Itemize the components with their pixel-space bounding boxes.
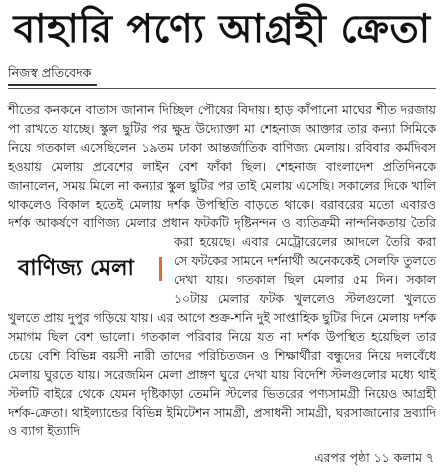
byline-row	[8, 62, 436, 86]
article-text-after-quote: নান্দনিকতায় তৈরি করা হয়েছে। এবার মেট্রোরেলের আদলে তৈরি করা সে ফটকের সামনে দর্শনার্থী অনেককেই সেলফি তুলতে দেখা যায়। গতকাল ছিল মেলার ৫ম দিন। সকাল ১০টায় মেলার ফটক খুললেও স্টলগুলো খুলতে খুলতে প্রায় দুপুর গড়িয়ে যায়। এর আগে শুক্র-শনি দুই সাপ্তাহিক ছুটির দিনে মেলায় দর্শক সমাগম ছিল বেশ ভালো। গতকাল পরিবার নিয়ে যত না দর্শক উপস্থিত হয়েছিল তার চেয়ে বেশি বিভিন্ন বয়সী নারী তাদের পরিচিতজন ও শিক্ষার্থীরা বন্ধুদের নিয়ে দলবেঁধে মেলায় ঘুরতে যায়। সরেজমিন মেলা প্রাঙ্গণ ঘুরে দেখা যায় বিদেশি স্টলগুলোর মধ্যে থাই স্টলটি বাইরে থেকে যেমন দৃষ্টিকাড়া তেমনি স্টলের ভিতরের পণ্যসামগ্রী নিয়েও আগ্রহী দর্শক-ক্রেতা। থাইল্যান্ডের বিভিন্ন ইমিটেশন সামগ্রী, প্রসাধনী সামগ্রী, ঘরসাজানোর দ্রব্যাদি ও ব্যাগ ইত্যাদি	[8, 215, 436, 439]
pull-quote-text: বাণিজ্য মেলা	[18, 255, 134, 281]
article-paragraph	[8, 101, 436, 441]
continuation-note: এরপর পৃষ্ঠা ১১ কলাম ৭	[308, 449, 434, 467]
article-body	[8, 101, 436, 441]
news-clipping	[0, 4, 444, 475]
pull-quote	[8, 237, 164, 301]
headline: বাহারি পণ্যে আগ্রহী ক্রেতা	[13, 7, 431, 52]
byline: নিজস্ব প্রতিবেদক	[8, 63, 97, 86]
article-text-before-quote: শীতের কনকনে বাতাস জানান দিচ্ছিল পৌষের বিদায়। হাড় কাঁপানো মাঘের শীত দরজায় পা রাখতে যাচ্ছে। স্কুল ছুটির পর ক্ষুদ্র উদ্যোক্তা মা শেহনাজ আক্তার তার কন্যা সিমিকে নিয়ে গতকাল এসেছিলেন ১৯তম ঢাকা আন্তর্জাতিক বাণিজ্য মেলায়। রবিবার কর্মদিবস হওয়ায় মেলায় প্রবেশের লাইন বেশ ফাঁকা ছিল। শেহনাজ বাংলাদেশ প্রতিদিনকে জানালেন, সময় মিলে না কন্যার স্কুল ছুটির পর তাই মেলায় এসেছি। সকালের দিকে খালি থাকলেও বিকাল হতেই মেলায় দর্শক উপস্থিতি বাড়তে থাকে। বরাবরের মতো এবারও দর্শক আকর্ষণে বাণিজ্য মেলার প্রধান ফটকটি দৃষ্টিনন্দন ও ব্যতিক্রমী	[8, 102, 436, 231]
pull-quote-accent-bar	[159, 257, 162, 281]
divider	[8, 88, 436, 93]
